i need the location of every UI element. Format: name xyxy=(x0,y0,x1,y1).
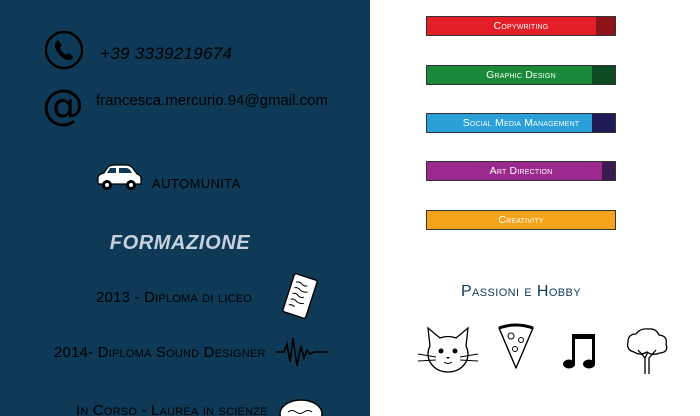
education-title: FORMAZIONE xyxy=(109,232,251,254)
skill-bar-creativity xyxy=(426,210,616,230)
car-label: AUTOMUNITA xyxy=(152,176,241,191)
svg-text:@: @ xyxy=(42,82,84,128)
email-address[interactable]: francesca.mercurio.94@gmail.com xyxy=(96,92,328,109)
education-item: 2013 - Diploma di liceo xyxy=(96,289,253,306)
skill-bar-copywriting xyxy=(426,16,616,36)
skill-bar-art-direction xyxy=(426,161,616,181)
phone-icon xyxy=(44,30,84,70)
tree-icon xyxy=(622,326,672,376)
education-item: 2014- Diploma Sound Designer xyxy=(54,344,266,361)
skill-label: Copywriting xyxy=(493,20,549,32)
car-icon xyxy=(94,162,144,192)
eye-icon xyxy=(278,396,324,416)
skill-label: Social Media Management xyxy=(462,117,580,129)
cat-icon xyxy=(416,324,480,376)
education-item: In Corso - Laurea in scienze xyxy=(76,402,268,416)
skill-label: Graphic Design xyxy=(486,69,556,81)
phone-number[interactable]: +39 3339219674 xyxy=(100,44,233,63)
paper-icon xyxy=(278,272,322,320)
sound-wave-icon xyxy=(276,334,328,370)
at-sign-icon xyxy=(40,82,86,128)
skill-label: Creativity xyxy=(498,214,544,226)
skill-bar-graphic-design xyxy=(426,65,616,85)
music-note-icon xyxy=(562,330,602,372)
skill-label: Art Direction xyxy=(489,165,553,177)
hobbies-title: Passioni e Hobby xyxy=(460,283,582,300)
skill-bar-social-media xyxy=(426,113,616,133)
pizza-icon xyxy=(496,322,536,370)
